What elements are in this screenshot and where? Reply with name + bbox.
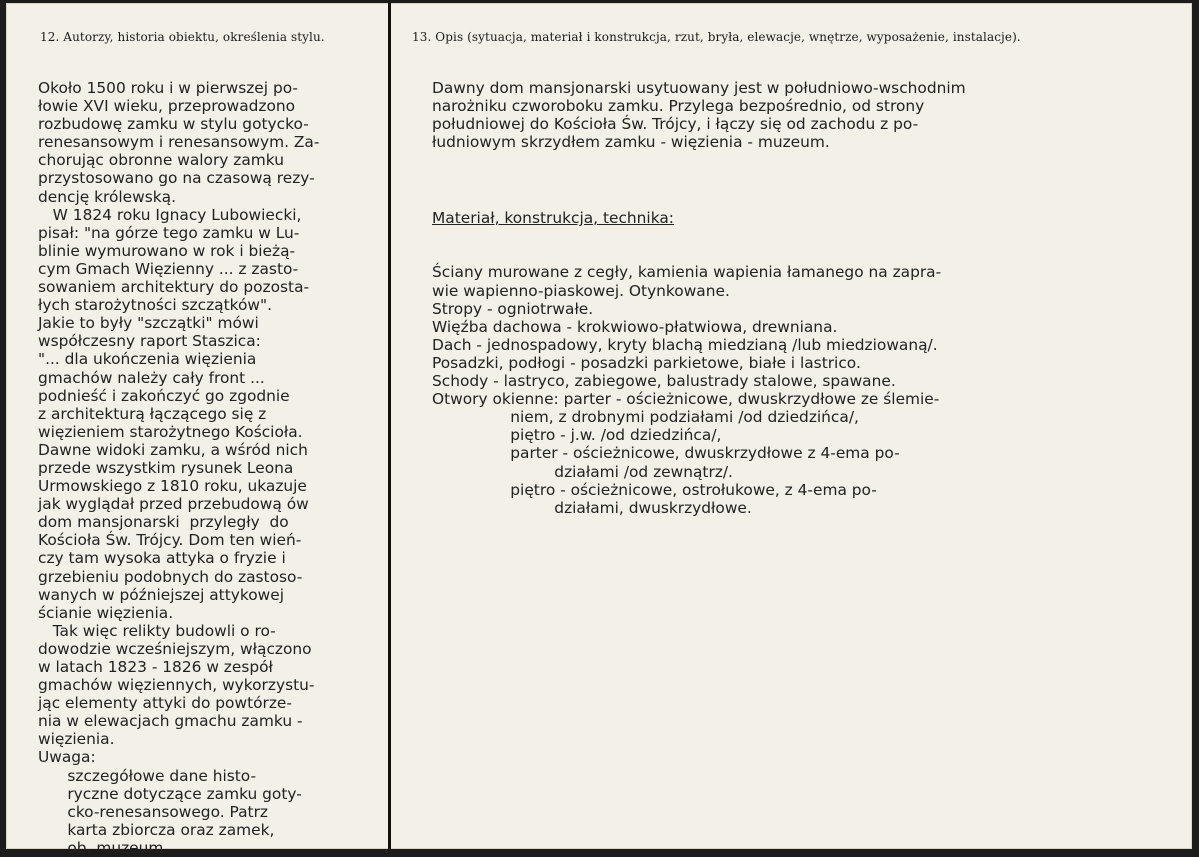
description-text [432,79,966,151]
history-line: chorując obronne walory zamku [38,151,284,170]
history-line: blinie wymurowano w rok i bieżą- [38,241,296,260]
description-line: łudniowym skrzydłem zamku - więzienia - muzeum. [432,133,830,152]
history-line: Kościoła Św. Trójcy. Dom ten wień- [38,531,302,550]
history-line: Tak więc relikty budowli o ro- [38,621,276,640]
history-line: przede wszystkim rysunek Leona [38,458,294,477]
history-line: Urmowskiego z 1810 roku, ukazuje [38,477,307,496]
history-line: jak wyglądał przed przebudową ów [38,495,309,514]
history-line: "... dla ukończenia więzienia [38,350,257,369]
material-line: Stropy - ogniotrwałe. [432,299,594,318]
material-line: Więźba dachowa - krokwiowo-płatwiowa, drewniana. [432,317,838,336]
history-line: ścianie więzienia. [38,603,174,622]
history-line: W 1824 roku Ignacy Lubowiecki, [38,205,302,224]
material-line: Ściany murowane z cegły, kamienia wapienia łamanego na zapra- [432,263,942,282]
history-line: podnieść i zakończyć go zgodnie [38,386,290,405]
history-line: dom mansjonarski przyległy do [38,513,289,532]
history-line: grzebieniu podobnych do zastoso- [38,567,303,586]
column-divider [388,3,391,849]
history-line: w latach 1823 - 1826 w zespół [38,658,273,676]
material-line: Posadzki, podłogi - posadzki parkietowe, białe i lastrico. [432,353,861,372]
material-section [432,173,941,553]
history-line: łowie XVI wieku, przeprowadzono [38,97,296,116]
history-line: ob. muzeum. [38,838,169,857]
history-line: dowodzie wcześniejszym, włączono [38,639,312,658]
history-line: sowaniem architektury do pozosta- [38,278,310,297]
history-line: czy tam wysoka attyka o fryzie i [38,549,286,568]
history-line: dencję królewską. [38,187,176,206]
history-line: przystosowano go na czasową rezy- [38,169,315,188]
history-line: więzienia. [38,730,115,749]
description-line: narożniku czworoboku zamku. Przylega bezpośrednio, od strony [432,97,925,116]
history-line: więzieniem starożytnego Kościoła. [38,422,303,441]
history-line: cko-renesansowego. Patrz [38,802,268,821]
material-line: Otwory okienne: parter - ościeżnicowe, dwuskrzydłowe ze ślemie- [432,390,940,409]
history-line: gmachów należy cały front ... [38,368,265,387]
history-line: jąc elementy attyki do powtórze- [38,694,292,713]
history-line: szczegółowe dane histo- [38,766,257,785]
material-line: wie wapienno-piaskowej. Otynkowane. [432,281,730,300]
history-line: Jakie to były "szczątki" mówi [38,314,259,333]
description-line: południowej do Kościoła Św. Trójcy, i łączy się od zachodu z po- [432,115,919,134]
history-line: ryczne dotyczące zamku goty- [38,784,302,803]
material-line: parter - ościeżnicowe, dwuskrzydłowe z 4-ema po- [432,444,900,463]
history-line: Uwaga: [38,748,96,767]
history-line: współczesny raport Staszica: [38,332,261,351]
section-12-header: 12. Autorzy, historia obiektu, określenia stylu. [40,30,325,44]
history-line: Około 1500 roku i w pierwszej po- [38,79,298,97]
history-line: cym Gmach Więzienny ... z zasto- [38,259,299,278]
history-line: łych starożytności szczątków". [38,296,272,315]
history-text [38,79,319,857]
material-line: Dach - jednospadowy, kryty blachą miedzianą /lub miedziowaną/. [432,335,938,354]
material-line: piętro - j.w. /od dziedzińca/, [432,426,722,445]
material-line: Schody - lastryco, zabiegowe, balustrady stalowe, spawane. [432,372,896,391]
history-line: nia w elewacjach gmachu zamku - [38,712,303,731]
section-13-header: 13. Opis (sytuacja, materiał i konstrukcja, rzut, bryła, elewacje, wnętrze, wyposażenie, instalacje). [412,30,1021,44]
history-line: z architekturą łączącego się z [38,404,267,423]
history-line: pisał: "na górze tego zamku w Lu- [38,223,300,242]
history-line: gmachów więziennych, wykorzystu- [38,676,315,695]
material-line: piętro - ościeżnicowe, ostrołukowe, z 4-ema po- [432,480,877,499]
material-line: niem, z drobnymi podziałami /od dziedzińca/, [432,408,859,427]
history-line: rozbudowę zamku w stylu gotycko- [38,115,309,134]
history-line: Dawne widoki zamku, a wśród nich [38,440,308,459]
history-line: wanych w późniejszej attykowej [38,585,284,604]
inventory-card [6,3,1192,857]
description-line: Dawny dom mansjonarski usytuowany jest w południowo-wschodnim [432,79,966,97]
material-heading: Materiał, konstrukcja, technika: [432,209,674,228]
material-lines [432,263,941,516]
history-line: renesansowym i renesansowym. Za- [38,133,320,152]
material-line: działami, dwuskrzydłowe. [432,498,752,517]
history-line: karta zbiorcza oraz zamek, [38,820,275,839]
material-line: działami /od zewnątrz/. [432,462,733,481]
